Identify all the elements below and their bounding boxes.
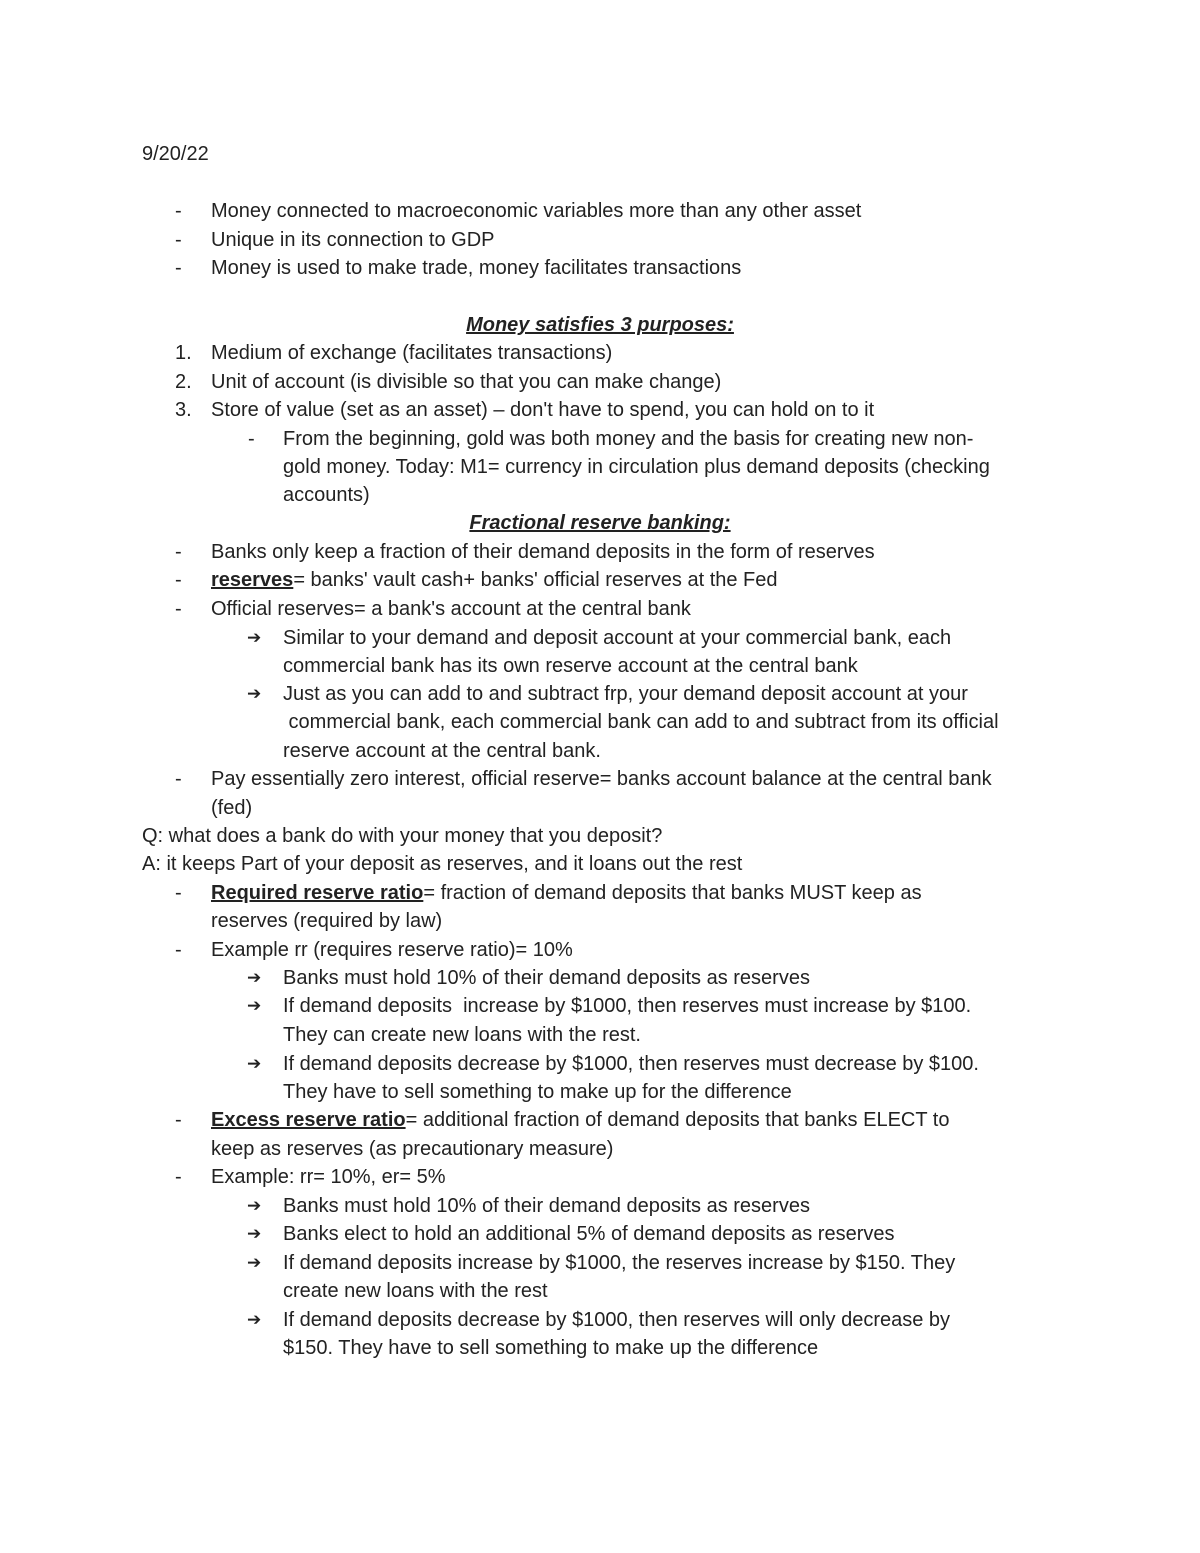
- arrow-icon: ➔: [247, 996, 262, 1015]
- purpose-sub-text: From the beginning, gold was both money and the basis for creating new non-: [283, 428, 974, 450]
- intro-bullet: Unique in its connection to GDP: [211, 229, 495, 251]
- arrow-icon: ➔: [247, 1224, 262, 1243]
- list-number: 2.: [175, 371, 192, 393]
- purpose-sub-text: gold money. Today: M1= currency in circulation plus demand deposits (checking: [283, 456, 990, 478]
- arrow-icon: ➔: [247, 1253, 262, 1272]
- arrow-icon: ➔: [247, 1196, 262, 1215]
- dash-marker: -: [175, 200, 182, 222]
- intro-bullet: Money is used to make trade, money facilitates transactions: [211, 257, 742, 279]
- intro-bullet: Money connected to macroeconomic variables more than any other asset: [211, 200, 862, 222]
- dash-marker: -: [175, 541, 182, 563]
- arrow-icon: ➔: [247, 628, 262, 647]
- err-arrow-text: If demand deposits decrease by $1000, then reserves will only decrease by: [283, 1309, 951, 1331]
- dash-marker: -: [175, 229, 182, 251]
- frb-bullet: Official reserves= a bank's account at the central bank: [211, 598, 691, 620]
- frb-arrow-text: reserve account at the central bank.: [283, 740, 601, 762]
- rrr-definition-cont: reserves (required by law): [211, 910, 443, 932]
- err-arrow-text: create new loans with the rest: [283, 1280, 548, 1302]
- rrr-arrow-text: Banks must hold 10% of their demand deposits as reserves: [283, 967, 810, 989]
- rrr-arrow-text: If demand deposits decrease by $1000, then reserves must decrease by $100.: [283, 1053, 979, 1075]
- frb-arrow-text: commercial bank has its own reserve account at the central bank: [283, 655, 858, 677]
- dash-marker: -: [175, 1166, 182, 1188]
- err-term: Excess reserve ratio: [211, 1109, 406, 1131]
- rrr-example: Example rr (requires reserve ratio)= 10%: [211, 939, 573, 961]
- frb-bullet-cont: (fed): [211, 797, 253, 819]
- err-definition-text: = additional fraction of demand deposits that banks ELECT to: [405, 1109, 950, 1131]
- purpose-item: Store of value (set as an asset) – don't have to spend, you can hold on to it: [211, 399, 875, 421]
- dash-marker: -: [175, 939, 182, 961]
- dash-marker: -: [175, 768, 182, 790]
- frb-bullet: Banks only keep a fraction of their demand deposits in the form of reserves: [211, 541, 875, 563]
- err-arrow-text: Banks must hold 10% of their demand deposits as reserves: [283, 1195, 810, 1217]
- purpose-item: Medium of exchange (facilitates transactions): [211, 342, 613, 364]
- purpose-sub-text: accounts): [283, 484, 370, 506]
- frb-heading: Fractional reserve banking:: [469, 512, 731, 534]
- list-number: 3.: [175, 399, 192, 421]
- reserves-definition: = banks' vault cash+ banks' official reserves at the Fed: [293, 569, 778, 591]
- err-arrow-text: If demand deposits increase by $1000, the reserves increase by $150. They: [283, 1252, 956, 1274]
- err-arrow-text: Banks elect to hold an additional 5% of demand deposits as reserves: [283, 1223, 895, 1245]
- purposes-heading: Money satisfies 3 purposes:: [466, 314, 734, 336]
- err-definition-cont: keep as reserves (as precautionary measure): [211, 1138, 614, 1160]
- arrow-icon: ➔: [247, 968, 262, 987]
- dash-marker: -: [175, 569, 182, 591]
- reserves-term: reserves: [211, 569, 294, 591]
- arrow-icon: ➔: [247, 684, 262, 703]
- arrow-icon: ➔: [247, 1054, 262, 1073]
- question: Q: what does a bank do with your money that you deposit?: [142, 825, 663, 847]
- rrr-arrow-text: They have to sell something to make up for the difference: [283, 1081, 792, 1103]
- dash-marker: -: [175, 257, 182, 279]
- rrr-arrow-text: They can create new loans with the rest.: [283, 1024, 641, 1046]
- dash-marker: -: [175, 598, 182, 620]
- arrow-icon: ➔: [247, 1310, 262, 1329]
- frb-arrow-text: Just as you can add to and subtract frp, your demand deposit account at your: [283, 683, 968, 705]
- err-arrow-text: $150. They have to sell something to make up the difference: [283, 1337, 819, 1359]
- rrr-term: Required reserve ratio: [211, 882, 424, 904]
- dash-marker: -: [175, 882, 182, 904]
- err-definition: [211, 1106, 949, 1135]
- frb-arrow-text: commercial bank, each commercial bank can add to and subtract from its official: [283, 711, 999, 733]
- date: 9/20/22: [142, 143, 209, 165]
- frb-arrow-text: Similar to your demand and deposit account at your commercial bank, each: [283, 627, 952, 649]
- dash-marker: -: [248, 428, 255, 450]
- rrr-definition-text: = fraction of demand deposits that banks MUST keep as: [423, 882, 922, 904]
- frb-bullet: [211, 566, 778, 595]
- rrr-arrow-text: If demand deposits increase by $1000, then reserves must increase by $100.: [283, 995, 972, 1017]
- purpose-item: Unit of account (is divisible so that you can make change): [211, 371, 722, 393]
- rrr-definition: [211, 879, 922, 908]
- dash-marker: -: [175, 1109, 182, 1131]
- answer: A: it keeps Part of your deposit as reserves, and it loans out the rest: [142, 853, 743, 875]
- err-example: Example: rr= 10%, er= 5%: [211, 1166, 446, 1188]
- list-number: 1.: [175, 342, 192, 364]
- frb-bullet: Pay essentially zero interest, official reserve= banks account balance at the central bank: [211, 768, 992, 790]
